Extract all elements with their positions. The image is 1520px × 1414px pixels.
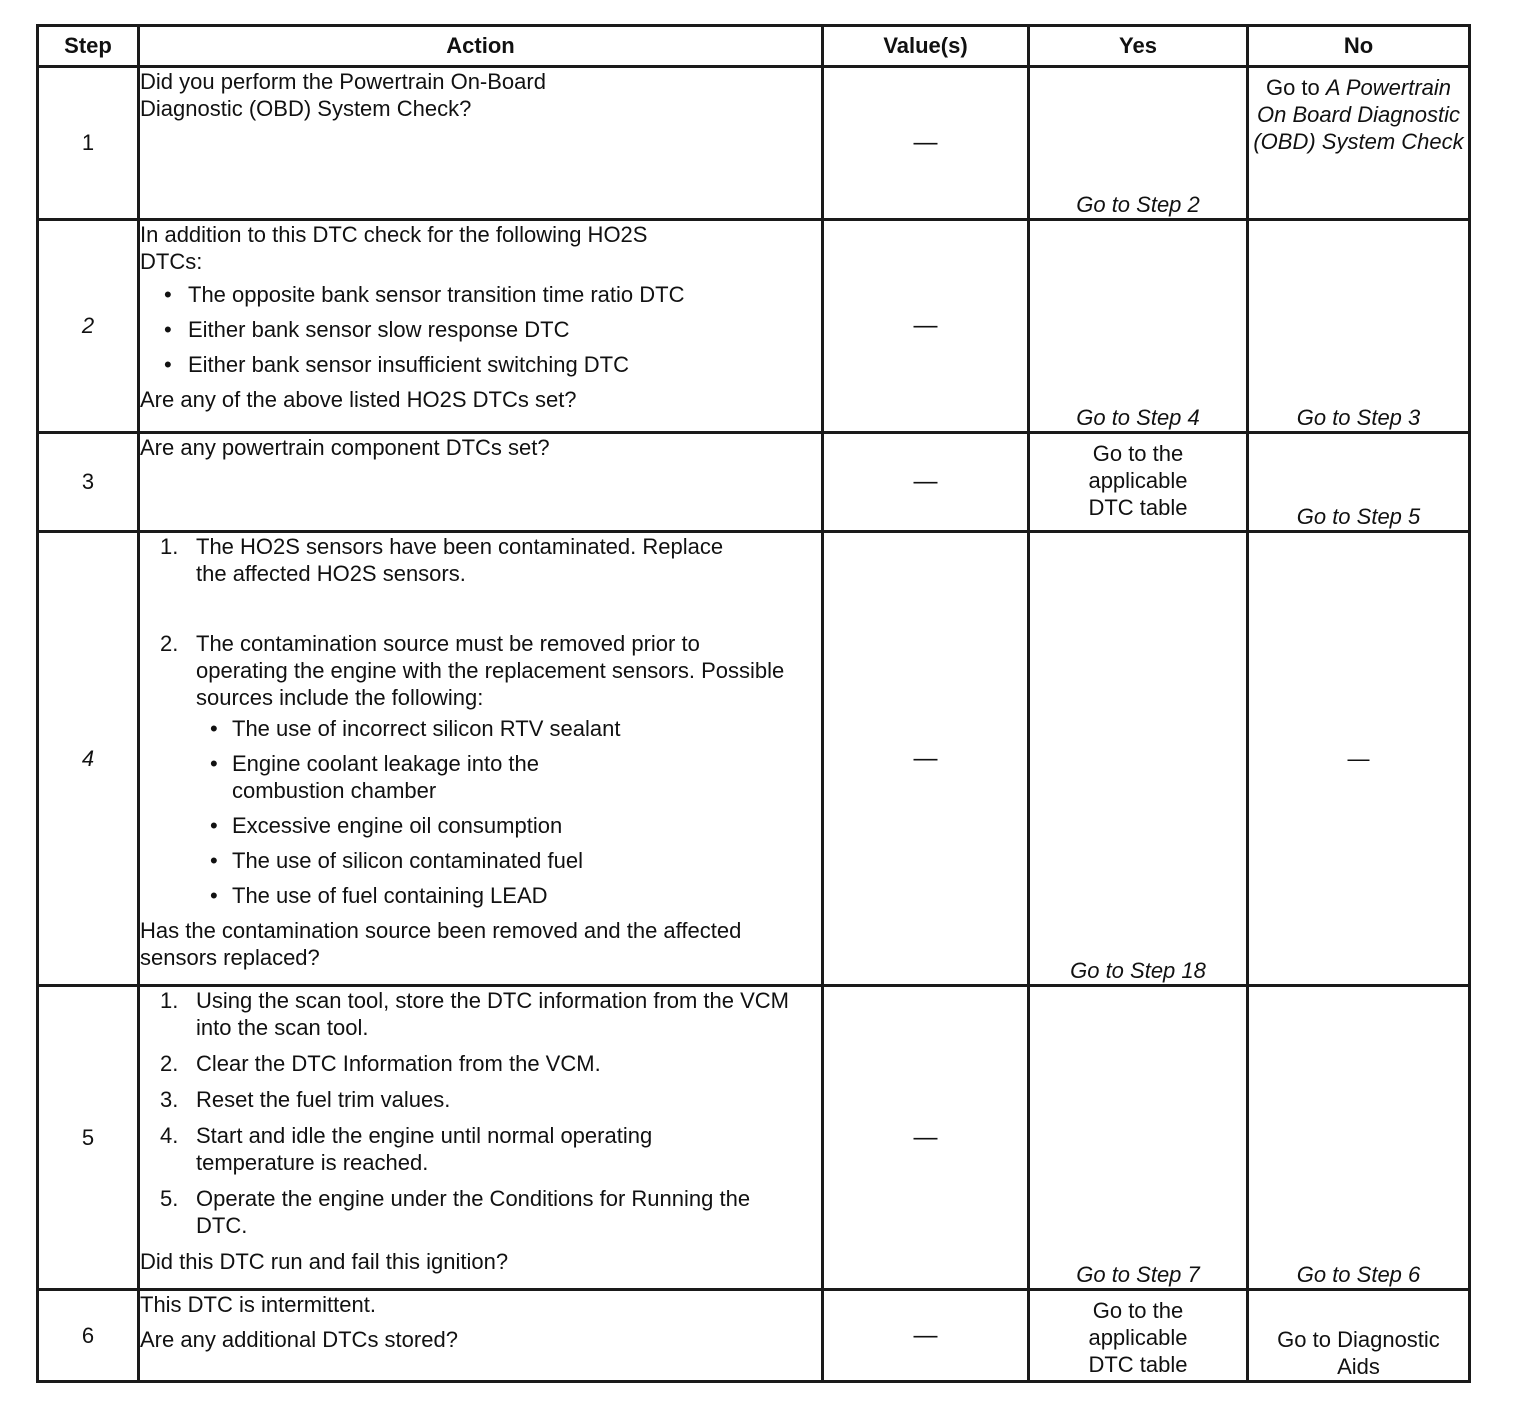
action-question: Did this DTC run and fail this ignition? [140,1249,509,1274]
yes-text: Go to the applicable DTC table [1088,1298,1188,1377]
item-text: Operate the engine under the Conditions for Running the DTC. [196,1186,751,1238]
action-question: Did you perform the Powertrain On-Board Diagnostic (OBD) System Check? [140,69,546,121]
step-number: 6 [38,1290,139,1382]
list-item: • The use of silicon contaminated fuel [140,847,740,874]
yes-link[interactable]: Go to Step 7 [1029,986,1248,1290]
diagnostic-table [36,24,1471,1383]
item-text: Clear the DTC Information from the VCM. [196,1051,601,1076]
item-text: The contamination source must be removed prior to operating the engine with the replacement sensors. Possible sources include the following: [196,631,785,710]
no-prefix: Go to [1265,75,1320,100]
header-yes: Yes [1029,26,1248,67]
action-text [139,532,823,986]
list-item: • Either bank sensor slow response DTC [140,316,821,343]
list-item: • Excessive engine oil consumption [140,812,740,839]
table-row [38,433,1470,532]
yes-link[interactable]: Go to Step 2 [1029,67,1248,220]
action-question: Are any of the above listed HO2S DTCs set? [140,387,577,412]
yes-link[interactable]: Go to Step 4 [1029,220,1248,433]
header-row [38,26,1470,67]
no-link[interactable]: Go to Step 5 [1248,433,1470,532]
header-no: No [1248,26,1470,67]
list-item [140,1086,800,1113]
no-link[interactable]: Go to Step 6 [1248,986,1470,1290]
action-question: Are any additional DTCs stored? [140,1327,458,1352]
list-item [140,1050,800,1077]
action-text [139,220,823,433]
item-number: 2. [160,1051,179,1076]
action-text [139,67,823,220]
item-number: 1. [160,988,179,1013]
item-number: 4. [160,1123,179,1148]
value-cell: — [823,1290,1029,1382]
list-item: • The use of fuel containing LEAD [140,882,740,909]
list-item [140,987,800,1041]
list-item [140,533,726,587]
yes-text: Go to the applicable DTC table [1088,441,1188,520]
no-link[interactable]: A Powertrain On Board Diagnostic (OBD) System Check [1253,75,1464,154]
header-action: Action [139,26,823,67]
value-cell: — [823,433,1029,532]
list-item: • The opposite bank sensor transition time ratio DTC [140,281,821,308]
table-row [38,67,1470,220]
item-number: 1. [160,534,179,559]
yes-link[interactable] [1029,1290,1248,1382]
table-row [38,532,1470,986]
action-text [139,986,823,1290]
item-number: 3. [160,1087,179,1112]
action-text [139,1290,823,1382]
value-cell: — [823,986,1029,1290]
step-number: 4 [38,532,139,986]
list-item: • The use of incorrect silicon RTV sealant [140,715,740,742]
table-row [38,986,1470,1290]
value-cell: — [823,220,1029,433]
step-number: 5 [38,986,139,1290]
no-cell: — [1248,532,1470,986]
yes-link[interactable]: Go to Step 18 [1029,532,1248,986]
list-item [140,1185,800,1239]
list-item: • Engine coolant leakage into the combustion chamber [140,750,652,804]
no-link[interactable]: Go to Step 3 [1248,220,1470,433]
table-row [38,220,1470,433]
numbered-list [140,630,821,711]
item-text: Reset the fuel trim values. [196,1087,451,1112]
item-text: Using the scan tool, store the DTC information from the VCM into the scan tool. [196,988,790,1040]
list-item: • Either bank sensor insufficient switching DTC [140,351,821,378]
header-values: Value(s) [823,26,1029,67]
item-number: 2. [160,631,179,656]
action-question: Has the contamination source been removed and the affected sensors replaced? [140,918,742,970]
action-intro: In addition to this DTC check for the following HO2S DTCs: [140,222,648,274]
numbered-list [140,533,821,587]
action-line: This DTC is intermittent. [140,1292,376,1317]
list-item [140,630,786,711]
item-text: The HO2S sensors have been contaminated. Replace the affected HO2S sensors. [196,534,724,586]
header-step: Step [38,26,139,67]
no-cell[interactable] [1248,67,1470,220]
bullet-list [140,281,821,378]
value-cell: — [823,532,1029,986]
value-cell: — [823,67,1029,220]
step-number: 3 [38,433,139,532]
list-item [140,1122,756,1176]
step-number: 1 [38,67,139,220]
bullet-list [140,715,740,909]
action-question: Are any powertrain component DTCs set? [139,433,823,532]
no-link[interactable] [1248,1290,1470,1382]
item-number: 5. [160,1186,179,1211]
step-number: 2 [38,220,139,433]
no-text: Go to Diagnostic Aids [1277,1327,1440,1379]
numbered-list [140,987,800,1239]
item-text: Start and idle the engine until normal operating temperature is reached. [196,1123,653,1175]
table-row [38,1290,1470,1382]
yes-link[interactable] [1029,433,1248,532]
